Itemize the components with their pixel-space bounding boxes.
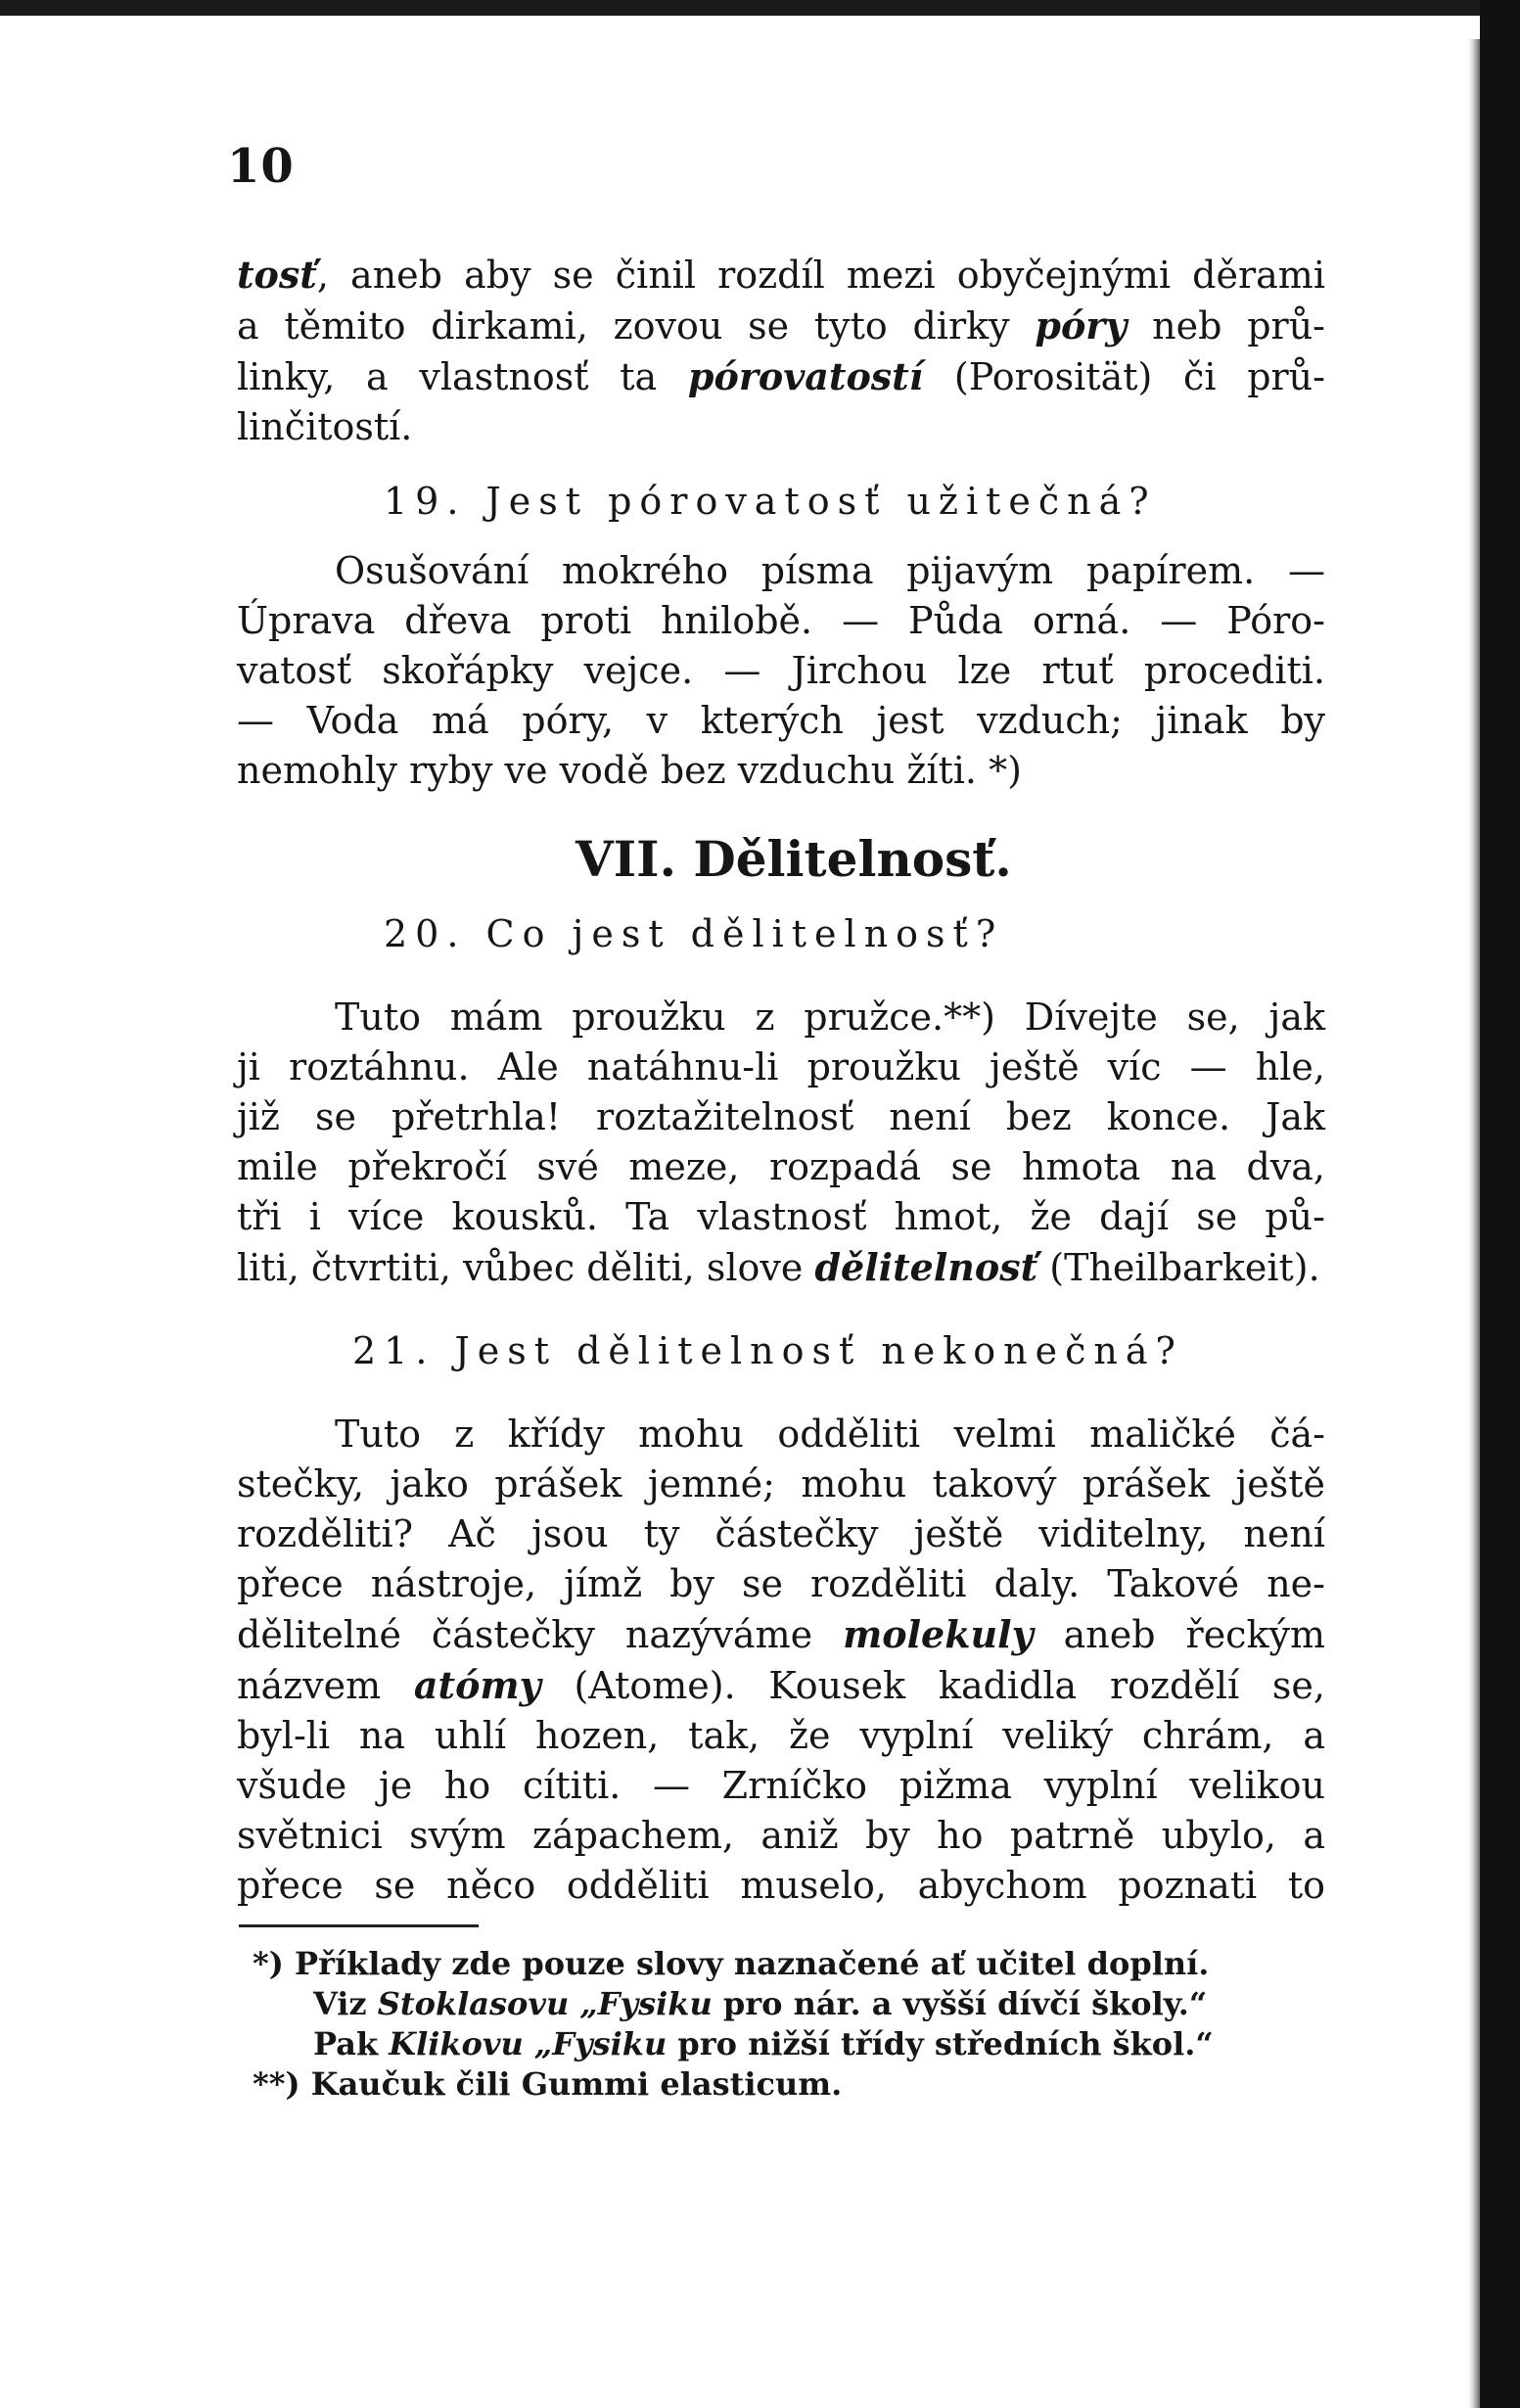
- text-line: Osušování mokrého písma pijavým papírem. —: [335, 549, 1325, 592]
- text-line: již se přetrhla! roztažitelnosť není bez konce. Jak: [237, 1095, 1325, 1138]
- text-line: Tuto mám proužku z pružce.**) Dívejte se, jak: [335, 996, 1325, 1039]
- text-line: světnici svým zápachem, aniž by ho patrně ubylo, a: [237, 1814, 1325, 1857]
- italic-term: molekuly: [843, 1612, 1034, 1656]
- text-line: všude je ho cítiti. — Zrníčko pižma vyplní velikou: [237, 1764, 1325, 1807]
- question-19-heading: 19. Jest pórovatosť užitečná?: [384, 480, 1157, 523]
- italic-term: tosť: [237, 253, 317, 297]
- page-number: 10: [227, 139, 295, 194]
- text-line: přece se něco odděliti muselo, abychom poznati to: [237, 1864, 1325, 1907]
- text-line: vatosť skořápky vejce. — Jirchou lze rtuť procediti.: [237, 649, 1325, 692]
- scan-page-shadow: [1468, 39, 1480, 2408]
- text-line: přece nástroje, jímž by se rozděliti daly. Takové ne-: [237, 1562, 1325, 1605]
- text-line: Úprava dřeva proti hnilobě. — Půda orná. — Póro-: [237, 599, 1325, 642]
- text-line: liti, čtvrtiti, vůbec děliti, slove dělitelnosť (Theilbarkeit).: [237, 1245, 1320, 1289]
- chapter-heading: VII. Dělitelnosť.: [576, 830, 1012, 888]
- text-line: tosť, aneb aby se činil rozdíl mezi obyčejnými děrami: [237, 253, 1325, 297]
- text-line: Tuto z křídy mohu odděliti velmi maličké čá-: [335, 1412, 1325, 1456]
- footnote-line: *) Příklady zde pouze slovy naznačené ať učitel doplní.: [253, 1945, 1210, 1982]
- italic-term: pórovatostí: [687, 354, 924, 398]
- paragraph-porosity-examples: [237, 546, 1325, 796]
- text-line: rozděliti? Ač jsou ty částečky ještě viditelny, není: [237, 1512, 1325, 1555]
- italic-term: póry: [1035, 303, 1128, 347]
- text-line: dělitelné částečky nazýváme molekuly aneb řeckým: [237, 1612, 1325, 1656]
- scan-right-edge: [1480, 0, 1520, 2408]
- footnote-line: Viz Stoklasovu „Fysiku pro nár. a vyšší dívčí školy.“: [313, 1985, 1208, 2022]
- scan-top-edge: [0, 0, 1520, 16]
- text-line: linky, a vlastnosť ta pórovatostí (Porosität) či prů-: [237, 354, 1325, 398]
- question-21-heading: 21. Jest dělitelnosť nekonečná?: [352, 1329, 1183, 1372]
- footnote-line: **) Kaučuk čili Gummi elasticum.: [253, 2065, 843, 2103]
- text-line: a těmito dirkami, zovou se tyto dirky póry neb prů-: [237, 303, 1326, 347]
- italic-term: Stoklasovu „Fysiku: [377, 1985, 713, 2022]
- footnote-divider: [239, 1924, 479, 1927]
- question-20-heading: 20. Co jest dělitelnosť?: [384, 912, 1004, 955]
- text-line: byl-li na uhlí hozen, tak, že vyplní veliký chrám, a: [237, 1714, 1325, 1757]
- paragraph-molecules: [237, 1410, 1325, 1911]
- text-line: — Voda má póry, v kterých jest vzduch; jinak by: [237, 699, 1325, 742]
- italic-term: dělitelnosť: [814, 1245, 1038, 1289]
- text-line: mile překročí své meze, rozpadá se hmota na dva,: [237, 1145, 1325, 1188]
- italic-term: atómy: [413, 1663, 541, 1707]
- paragraph-porosity-intro: [237, 250, 1325, 452]
- paragraph-divisibility: [237, 993, 1325, 1293]
- text-line: linčitostí.: [237, 405, 413, 448]
- footnotes: [253, 1944, 1339, 2105]
- text-line: tři i více kousků. Ta vlastnosť hmot, že dají se pů-: [237, 1195, 1325, 1238]
- footnote-line: Pak Klikovu „Fysiku pro nižší třídy středních škol.“: [313, 2025, 1214, 2062]
- text-line: názvem atómy (Atome). Kousek kadidla rozdělí se,: [237, 1663, 1325, 1707]
- italic-term: Klikovu „Fysiku: [389, 2025, 668, 2062]
- text-line: nemohly ryby ve vodě bez vzduchu žíti. *): [237, 749, 1022, 792]
- text-line: stečky, jako prášek jemné; mohu takový prášek ještě: [237, 1462, 1325, 1505]
- text-line: ji roztáhnu. Ale natáhnu-li proužku ještě víc — hle,: [237, 1045, 1325, 1088]
